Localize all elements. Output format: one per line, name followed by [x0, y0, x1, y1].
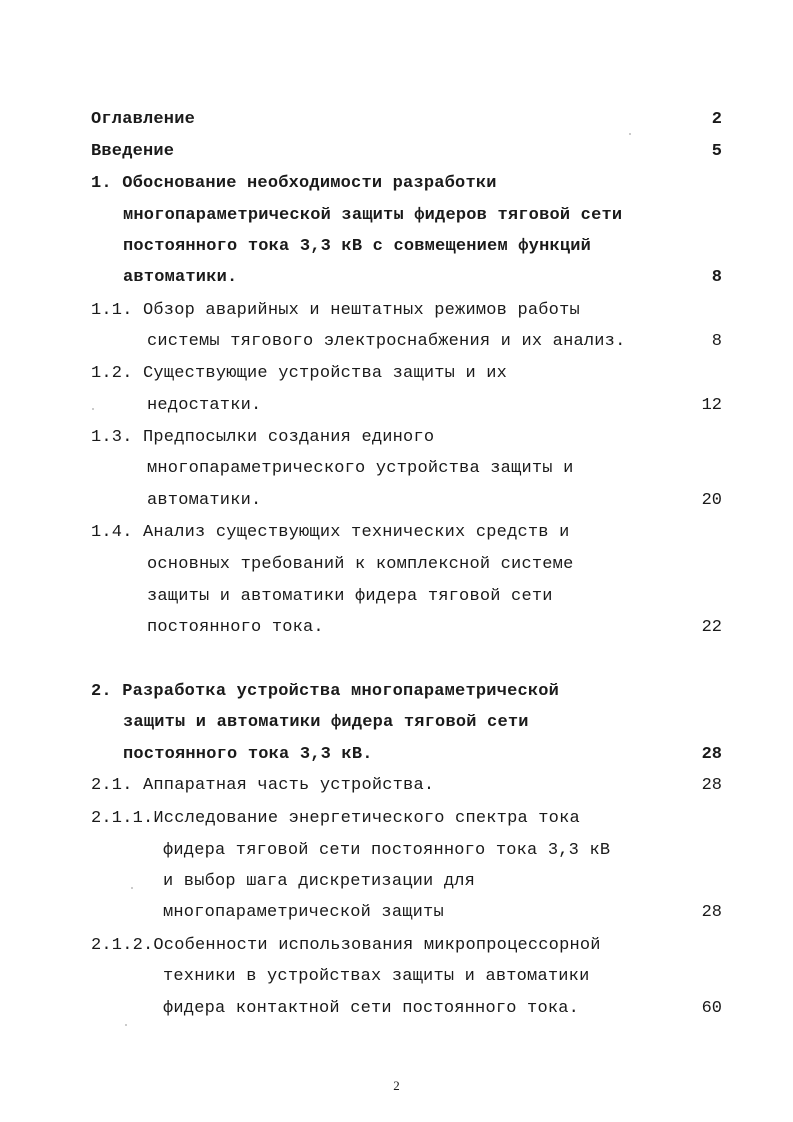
toc-section-1-4-line-1: 1.4. Анализ существующих технических средств и	[91, 523, 570, 542]
scan-speck	[125, 1024, 127, 1026]
toc-page-chapter-1: 8	[711, 268, 722, 287]
toc-section-1-4-line-4: постоянного тока.	[147, 618, 324, 637]
toc-page-section-1-2: 12	[701, 396, 722, 415]
toc-section-2-1-1-line-3: и выбор шага дискретизации для	[163, 872, 476, 891]
toc-page-section-1-3: 20	[701, 491, 722, 510]
toc-page-section-2-1-2: 60	[701, 999, 722, 1018]
toc-section-2-1-2-line-3: фидера контактной сети постоянного тока.	[163, 999, 580, 1018]
toc-section-1-3-line-1: 1.3. Предпосылки создания единого	[91, 428, 435, 447]
toc-page-chapter-2: 28	[701, 745, 722, 764]
toc-section-2-1-1-line-2: фидера тяговой сети постоянного тока 3,3 кВ	[163, 841, 611, 860]
toc-chapter-2-line-1: 2. Разработка устройства многопараметрической	[91, 682, 560, 701]
toc-section-1-1-line-2: системы тягового электроснабжения и их анализ.	[147, 332, 626, 351]
toc-chapter-1-line-3: постоянного тока 3,3 кВ с совмещением функций	[123, 237, 592, 256]
toc-page-section-2-1: 28	[701, 776, 722, 795]
toc-chapter-1-line-2: многопараметрической защиты фидеров тяговой сети	[123, 206, 623, 225]
toc-section-1-2-line-2: недостатки.	[147, 396, 262, 415]
toc-chapter-2-line-2: защиты и автоматики фидера тяговой сети	[123, 713, 529, 732]
toc-page-intro: 5	[711, 142, 722, 161]
toc-page-contents: 2	[711, 110, 722, 129]
toc-page-section-2-1-1: 28	[701, 903, 722, 922]
toc-page-section-1-1: 8	[711, 332, 722, 351]
toc-section-1-2-line-1: 1.2. Существующие устройства защиты и их	[91, 364, 508, 383]
toc-entry-intro: Введение	[91, 142, 175, 161]
toc-section-1-3-line-3: автоматики.	[147, 491, 262, 510]
footer-page-number: 2	[393, 1078, 400, 1093]
toc-section-1-4-line-2: основных требований к комплексной системе	[147, 555, 574, 574]
toc-chapter-2-line-3: постоянного тока 3,3 кВ.	[123, 745, 373, 764]
toc-chapter-1-line-4: автоматики.	[123, 268, 238, 287]
toc-chapter-1-line-1: 1. Обоснование необходимости разработки	[91, 174, 497, 193]
toc-section-1-3-line-2: многопараметрического устройства защиты и	[147, 459, 574, 478]
scan-speck	[131, 887, 133, 889]
scan-speck	[92, 408, 94, 410]
toc-section-2-1-2-line-2: техники в устройствах защиты и автоматики	[163, 967, 590, 986]
scan-speck	[629, 133, 631, 135]
toc-entry-contents: Оглавление	[91, 110, 196, 129]
toc-section-2-1-2-line-1: 2.1.2.Особенности использования микропроцессорной	[91, 936, 601, 955]
toc-section-1-4-line-3: защиты и автоматики фидера тяговой сети	[147, 587, 553, 606]
toc-page-section-1-4: 22	[701, 618, 722, 637]
toc-section-2-1-1-line-1: 2.1.1.Исследование энергетического спектра тока	[91, 809, 580, 828]
toc-section-2-1-1-line-4: многопараметрической защиты	[163, 903, 444, 922]
toc-section-1-1-line-1: 1.1. Обзор аварийных и нештатных режимов работы	[91, 301, 580, 320]
toc-section-2-1-line-1: 2.1. Аппаратная часть устройства.	[91, 776, 435, 795]
